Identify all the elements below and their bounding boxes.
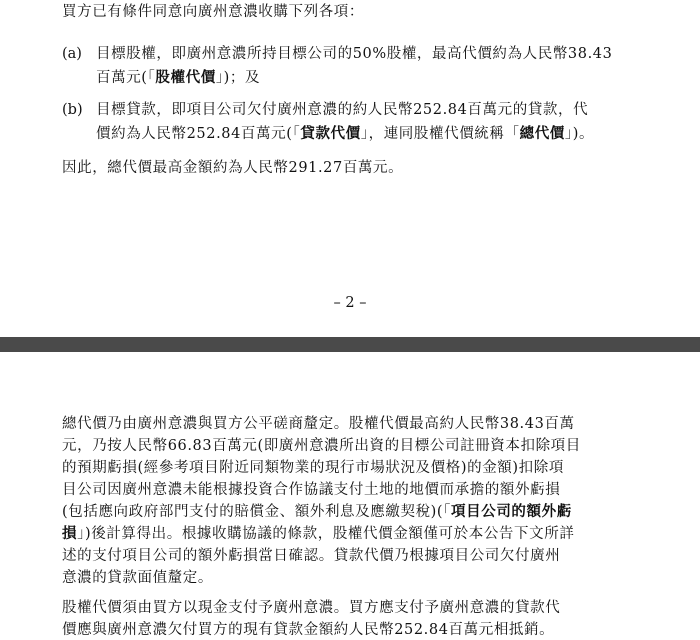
item-a-line-1: 目標股權，即廣州意濃所持目標公司的50%股權，最高代價約為人民幣38.43 <box>96 46 613 62</box>
para1-line-6: 損」)後計算得出。根據收購協議的條款，股權代價金額僅可於本公告下文所詳 <box>62 525 575 542</box>
para2-line-1: 股權代價須由買方以現金支付予廣州意濃。買方應支付予廣州意濃的貸款代 <box>62 600 561 616</box>
defined-term-total-consideration: 總代價 <box>519 125 565 142</box>
item-a-line-2: 百萬元(「股權代價」)；及 <box>96 69 261 86</box>
defined-term-equity-consideration: 股權代價 <box>155 69 216 86</box>
conclusion-line: 因此，總代價最高金額約為人民幣291.27百萬元。 <box>62 160 404 176</box>
defined-term-loan-consideration: 貸款代價 <box>300 125 361 142</box>
para1-line-3: 的預期虧損(經參考項目附近同類物業的現行市場狀況及價格)的金額)扣除項 <box>62 460 564 476</box>
para1-line-4: 目公司因廣州意濃未能根據投資合作協議支付土地的地價而承擔的額外虧損 <box>62 482 561 498</box>
item-b-line-2: 價約為人民幣252.84百萬元(「貸款代價」，連同股權代價統稱「總代價」)。 <box>96 125 595 142</box>
item-b-line-1: 目標貸款，即項目公司欠付廣州意濃的約人民幣252.84百萬元的貸款，代 <box>96 102 589 118</box>
intro-line: 買方已有條件同意向廣州意濃收購下列各項： <box>62 4 364 20</box>
para1-line-1: 總代價乃由廣州意濃與買方公平磋商釐定。股權代價最高約人民幣38.43百萬 <box>62 416 575 432</box>
para1-line-5: (包括應向政府部門支付的賠償金、額外利息及應繳契稅)(「項目公司的額外虧 <box>62 503 572 520</box>
para1-line-8: 意濃的貸款面值釐定。 <box>62 570 213 586</box>
item-a-label: (a) <box>62 46 82 62</box>
para2-line-2: 價應與廣州意濃欠付買方的現有貸款金額約人民幣252.84百萬元相抵銷。 <box>62 622 555 638</box>
document-page-3 <box>0 352 700 636</box>
para1-line-2: 元，乃按人民幣66.83百萬元(即廣州意濃所出資的目標公司註冊資本扣除項目 <box>62 438 581 454</box>
page-number: – 2 – <box>333 295 367 311</box>
defined-term-additional-loss: 項目公司的額外虧 <box>451 503 572 520</box>
para1-line-7: 述的支付項目公司的額外虧損當日確認。貸款代價乃根據項目公司欠付廣州 <box>62 548 561 564</box>
item-b-label: (b) <box>62 102 83 118</box>
page-separator <box>0 337 700 352</box>
